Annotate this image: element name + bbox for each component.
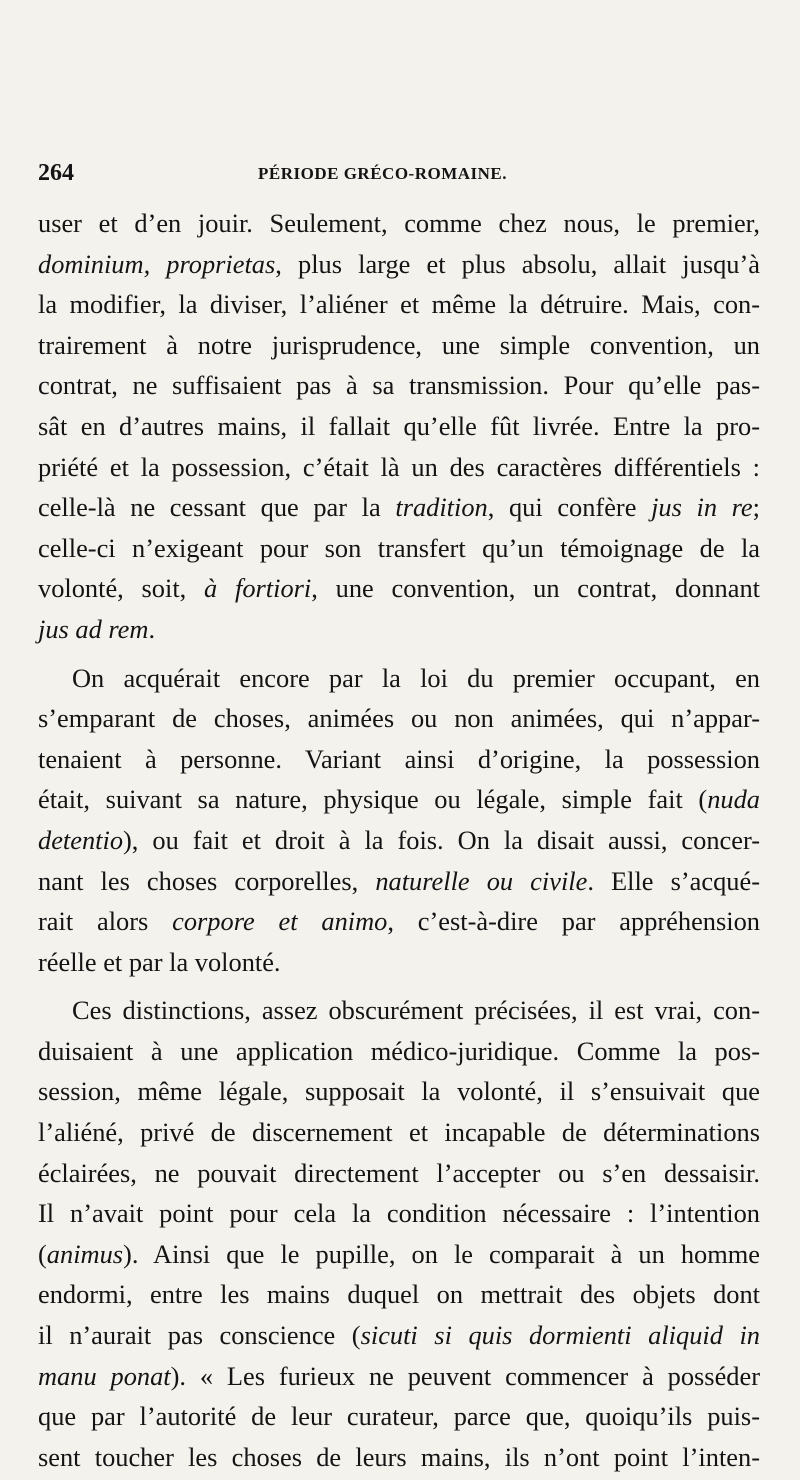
text-segment: tenaient à personne. Variant ainsi d’origine, la possession [38,743,760,774]
text-segment: Il n’avait point pour cela la condition nécessaire : l’intention [38,1198,760,1229]
text-line [38,1396,760,1437]
text-segment: user et d’en jouir. Seulement, comme chez nous, le premier, [38,208,760,238]
italic-text: sicuti si quis dormienti aliquid in [360,1320,760,1351]
text-segment: On acquérait encore par la loi du premier occupant, en [72,662,760,693]
paragraph-gap [38,650,760,658]
text-line [38,1193,760,1234]
text-line [38,1031,760,1072]
text-segment: réelle et par la volonté. [38,946,281,977]
text-segment: contrat, ne suffisaient pas à sa transmission. Pour qu’elle pas- [38,370,760,401]
body-text [38,203,760,1477]
text-line [38,1071,760,1112]
text-segment: priété et la possession, c’était là un des caractères différentiels : [38,451,760,482]
text-segment: sent toucher les choses de leurs mains, ils n’ont point l’inten- [38,1441,760,1472]
text-segment: s’emparant de choses, animées ou non animées, qui n’appar- [38,703,760,734]
text-segment: que par l’autorité de leur curateur, parce que, quoiqu’ils puis- [38,1401,760,1432]
italic-text: jus ad rem [38,613,149,644]
italic-text: dominium, proprietas [38,248,276,279]
text-line [38,487,760,528]
italic-text: naturelle ou civile [375,865,588,896]
text-segment: duisaient à une application médico-juridique. Comme la pos- [38,1035,760,1066]
text-segment: sât en d’autres mains, il fallait qu’elle fût livrée. Entre la pro- [38,410,760,441]
text-segment: session, même légale, supposait la volonté, il s’ensuivait que [38,1076,760,1107]
text-line [38,1274,760,1315]
page-number: 264 [38,160,74,186]
text-line [38,284,760,325]
text-segment: endormi, entre les mains duquel on mettrait des objets dont [38,1279,760,1310]
text-segment: l’aliéné, privé de discernement et incapable de déterminations [38,1117,760,1148]
text-segment: ), ou fait et droit à la fois. On la disait aussi, concer- [123,824,760,855]
text-segment: ). « Les furieux ne peuvent commencer à posséder [170,1360,760,1391]
italic-text: jus in re [651,492,753,523]
text-line [38,365,760,406]
text-line [38,739,760,780]
text-segment: celle-là ne cessant que par la [38,492,396,523]
text-line [38,528,760,569]
text-line [38,609,760,650]
text-segment: trairement à notre jurisprudence, une simple convention, un [38,329,760,360]
paragraph [38,990,760,1477]
italic-text: manu ponat [38,1360,171,1391]
text-segment: la modifier, la diviser, l’aliéner et même la détruire. Mais, con- [38,289,760,320]
text-line [38,203,760,244]
text-segment: , qui confère [487,492,652,523]
text-segment: rait alors [38,906,173,937]
page-header [38,160,768,194]
text-line [38,1234,760,1275]
text-line [38,1112,760,1153]
text-line [38,244,760,285]
text-line [38,901,760,942]
italic-text: à fortiori [204,573,312,604]
paragraph-gap [38,982,760,990]
text-segment: . Elle s’acqué- [587,865,760,896]
paragraph [38,203,760,650]
text-line [38,1356,760,1397]
text-segment: celle-ci n’exigeant pour son transfert qu’un témoignage de la [38,532,760,563]
text-line [38,447,760,488]
text-line [38,1153,760,1194]
text-segment: Ces distinctions, assez obscurément précisées, il est vrai, con- [72,995,760,1026]
italic-text: animus [46,1238,124,1269]
text-line [38,990,760,1031]
paragraph [38,658,760,983]
text-segment: ; [752,492,760,523]
text-segment: il n’aurait pas conscience ( [38,1320,361,1351]
text-line [38,861,760,902]
text-segment: ( [38,1238,47,1269]
running-title: PÉRIODE GRÉCO-ROMAINE. [258,164,508,183]
text-segment: volonté, soit, [38,573,205,604]
text-line [38,820,760,861]
text-line [38,942,760,983]
text-segment: nant les choses corporelles, [38,865,376,896]
text-line [38,779,760,820]
text-segment: , c’est-à-dire par appréhension [387,906,760,937]
text-line [38,1437,760,1478]
text-line [38,658,760,699]
text-line [38,406,760,447]
italic-text: corpore et animo [172,906,388,937]
italic-text: detentio [38,824,124,855]
text-segment: éclairées, ne pouvait directement l’accepter ou s’en dessaisir. [38,1157,760,1188]
text-line [38,325,760,366]
text-segment: , plus large et plus absolu, allait jusqu’à [275,248,760,279]
text-segment: , une convention, un contrat, donnant [311,573,760,604]
text-line [38,568,760,609]
text-segment: ). Ainsi que le pupille, on le comparait à un homme [123,1238,760,1269]
text-line [38,698,760,739]
text-segment: . [148,613,156,644]
text-segment: était, suivant sa nature, physique ou légale, simple fait ( [38,784,708,815]
italic-text: tradition [395,492,488,523]
text-line [38,1315,760,1356]
italic-text: nuda [707,784,760,815]
